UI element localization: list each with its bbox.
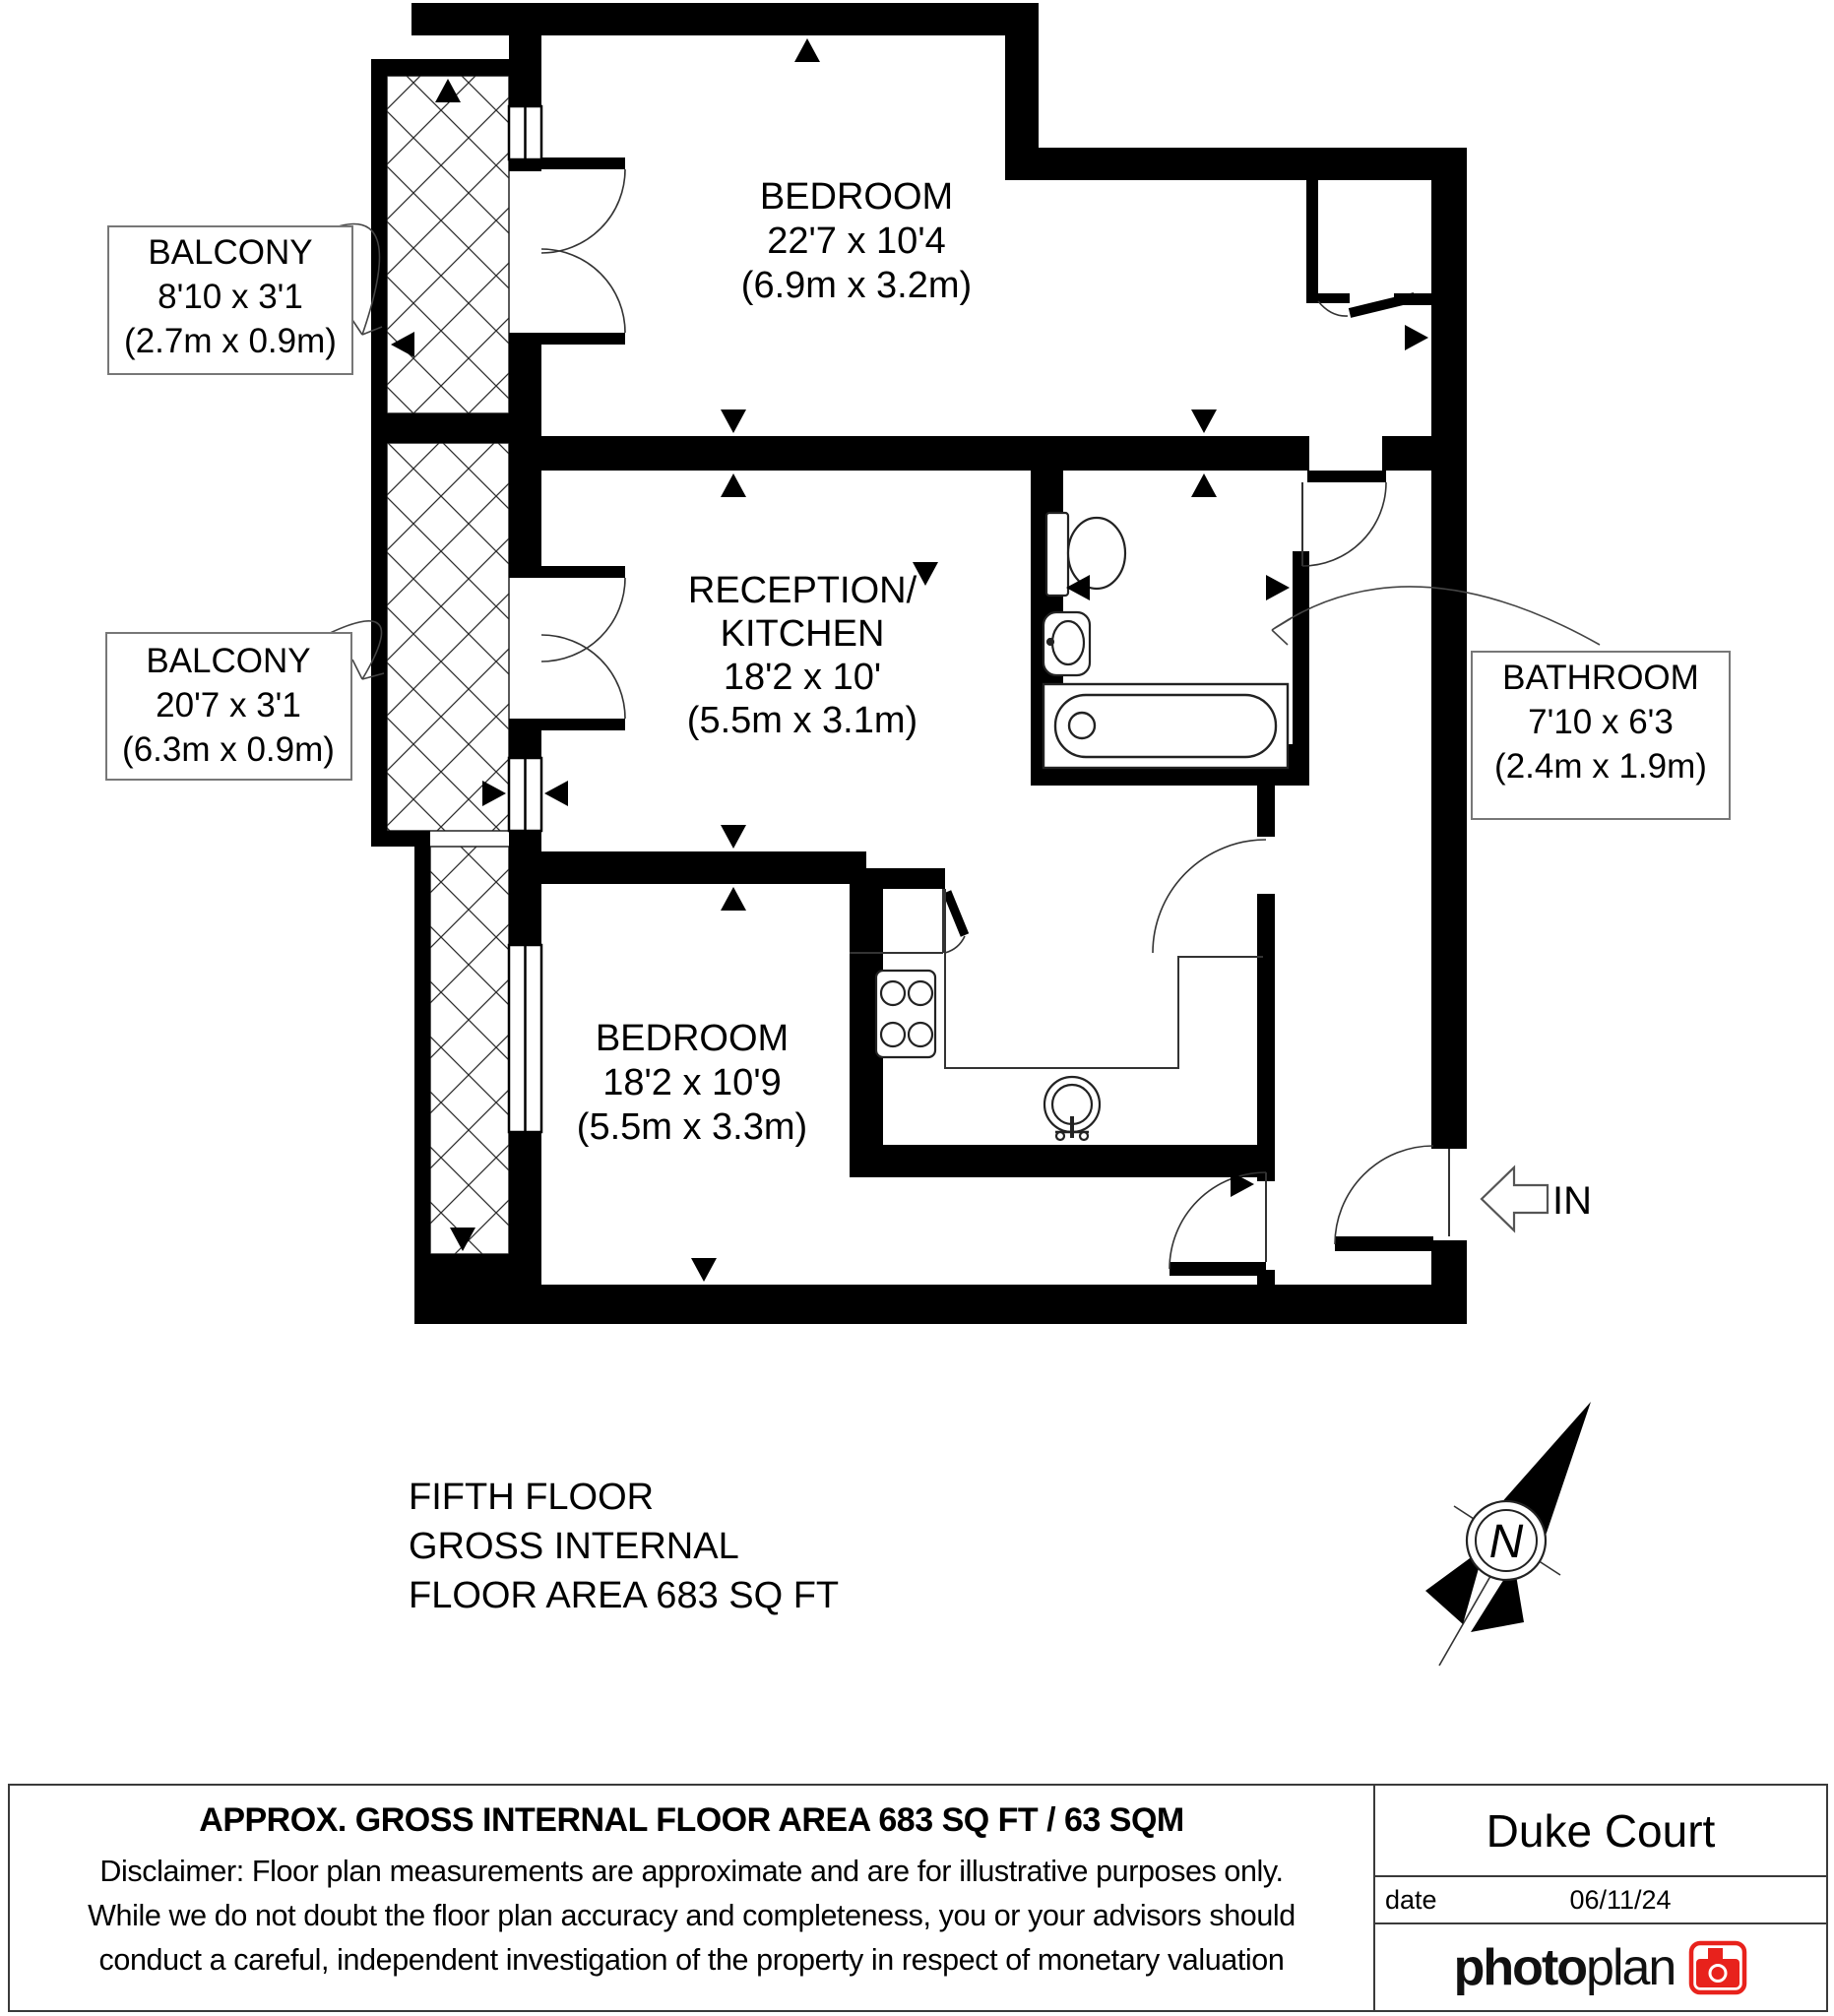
- compass-north-label: N: [1488, 1516, 1524, 1568]
- balcony-mid-dims: 20'7 x 3'1: [156, 686, 301, 724]
- wall-closet-bottom-left: [1306, 293, 1350, 303]
- window-bedroom-top: [509, 106, 541, 159]
- bedroom-bottom-dims: 18'2 x 10'9: [602, 1062, 782, 1103]
- reception-dims: 18'2 x 10': [723, 657, 882, 698]
- disclaimer-line: Disclaimer: Floor plan measurements are approximate and are for illustrative purposes only.: [99, 1855, 1284, 1888]
- door-kitchen: [1153, 840, 1275, 953]
- floor-note-2: GROSS INTERNAL: [409, 1526, 739, 1567]
- wall-hall-divider-1: [1257, 786, 1275, 837]
- wall-closet-left: [1306, 180, 1318, 300]
- disclaimer-line: conduct a careful, independent investigation of the property in respect of monetary valuation: [98, 1943, 1285, 1977]
- fixtures: [876, 513, 1288, 1140]
- balcony-decks: [387, 76, 509, 1254]
- footer-info-cell: [1375, 1786, 1826, 2010]
- disclaimer-line: While we do not doubt the floor plan accuracy and completeness, you or your advisors should: [88, 1899, 1296, 1932]
- bathtub-icon: [1043, 684, 1288, 768]
- wall-top: [411, 3, 1039, 35]
- bedroom-top-metric: (6.9m x 3.2m): [740, 265, 973, 306]
- balcony-mid-callout: [106, 633, 351, 780]
- windows: [509, 106, 541, 1132]
- bedroom-bottom-metric: (5.5m x 3.3m): [576, 1106, 808, 1148]
- entrance: [1482, 1167, 1592, 1230]
- window-bedroom-bottom: [509, 945, 541, 1132]
- floor-note: [409, 1477, 839, 1616]
- brand-bold: photo: [1453, 1938, 1587, 1996]
- callout-boxes: [106, 226, 1730, 819]
- door-balcony-top: [541, 158, 625, 345]
- balcony-top-deck: [387, 76, 509, 413]
- wall-bedroom-reception: [509, 436, 1309, 471]
- wall-balcony-left-1: [371, 59, 387, 413]
- footer-disclaimer: [88, 1850, 1296, 1983]
- balcony-top-metric: (2.7m x 0.9m): [124, 322, 337, 360]
- compass-icon: [1425, 1402, 1591, 1666]
- brand-light: plan: [1586, 1938, 1676, 1996]
- brand-wordmark: [1454, 1938, 1676, 1997]
- balcony-top-callout: [108, 226, 352, 374]
- wall-balcony-top: [371, 59, 509, 76]
- wall-corridor-door-header: [1307, 471, 1386, 482]
- date-row: [1375, 1877, 1826, 1924]
- bedroom-top-name: BEDROOM: [759, 176, 954, 218]
- floor-note-1: FIFTH FLOOR: [409, 1477, 655, 1518]
- bedroom-top-dims: 22'7 x 10'4: [767, 220, 946, 262]
- basin-icon: [1043, 612, 1090, 675]
- kitchen-sink-icon: [1044, 1077, 1100, 1140]
- date-value: 06/11/24: [1569, 1884, 1672, 1915]
- camera-logo-icon: [1688, 1940, 1747, 1995]
- wall-west-1: [509, 35, 541, 106]
- floor-note-3: FLOOR AREA 683 SQ FT: [409, 1575, 840, 1616]
- counter-edge: [945, 889, 1263, 1068]
- door-entry: [1335, 1146, 1449, 1251]
- wall-kitchen-bottom: [850, 1145, 1275, 1177]
- door-closet-kitchen: [945, 892, 965, 953]
- door-balcony-mid: [541, 566, 625, 730]
- window-reception: [509, 758, 541, 831]
- entry-label: IN: [1552, 1179, 1592, 1223]
- bathroom-dims: 7'10 x 6'3: [1528, 703, 1674, 741]
- balcony-mid-deck: [387, 443, 509, 831]
- balcony-mid-name: BALCONY: [146, 642, 311, 680]
- wall-bottom: [414, 1285, 1467, 1324]
- hob-icon: [876, 971, 935, 1057]
- wall-reception-bedroom: [509, 851, 866, 884]
- wall-hall-divider-2: [1257, 953, 1275, 1181]
- balcony-low-deck: [430, 847, 509, 1254]
- footer-area-cell: [10, 1786, 1375, 2010]
- bathroom-name: BATHROOM: [1502, 659, 1699, 697]
- reception-name-1: RECEPTION/: [687, 570, 917, 611]
- bathroom-callout: [1472, 652, 1730, 819]
- wall-west-4: [509, 719, 541, 758]
- footer-area-title: APPROX. GROSS INTERNAL FLOOR AREA 683 SQ FT / 63 SQM: [199, 1801, 1184, 1839]
- wall-west-5: [509, 829, 541, 945]
- door-corridor: [1302, 482, 1386, 566]
- balcony-mid-metric: (6.3m x 0.9m): [122, 730, 335, 769]
- bedroom-bottom-name: BEDROOM: [595, 1018, 790, 1059]
- door-hall-inner: [1170, 1172, 1266, 1276]
- wall-top-right: [1005, 148, 1467, 180]
- wall-corridor-stub: [1382, 436, 1431, 471]
- brand-row: [1375, 1924, 1826, 2010]
- balcony-top-name: BALCONY: [148, 233, 313, 272]
- date-label: date: [1385, 1884, 1437, 1915]
- wall-balcony-left-3: [414, 831, 430, 1270]
- footer-table: [8, 1784, 1828, 2012]
- wall-right-upper: [1431, 180, 1467, 1149]
- wall-west-6: [509, 1132, 541, 1285]
- entry-arrow-icon: [1482, 1167, 1548, 1230]
- wall-balcony-bottom: [414, 1254, 512, 1285]
- reception-metric: (5.5m x 3.1m): [686, 700, 918, 741]
- bathroom-metric: (2.4m x 1.9m): [1494, 747, 1707, 786]
- balcony-top-dims: 8'10 x 3'1: [158, 278, 303, 316]
- reception-name-2: KITCHEN: [720, 613, 885, 655]
- property-name: Duke Court: [1375, 1786, 1826, 1877]
